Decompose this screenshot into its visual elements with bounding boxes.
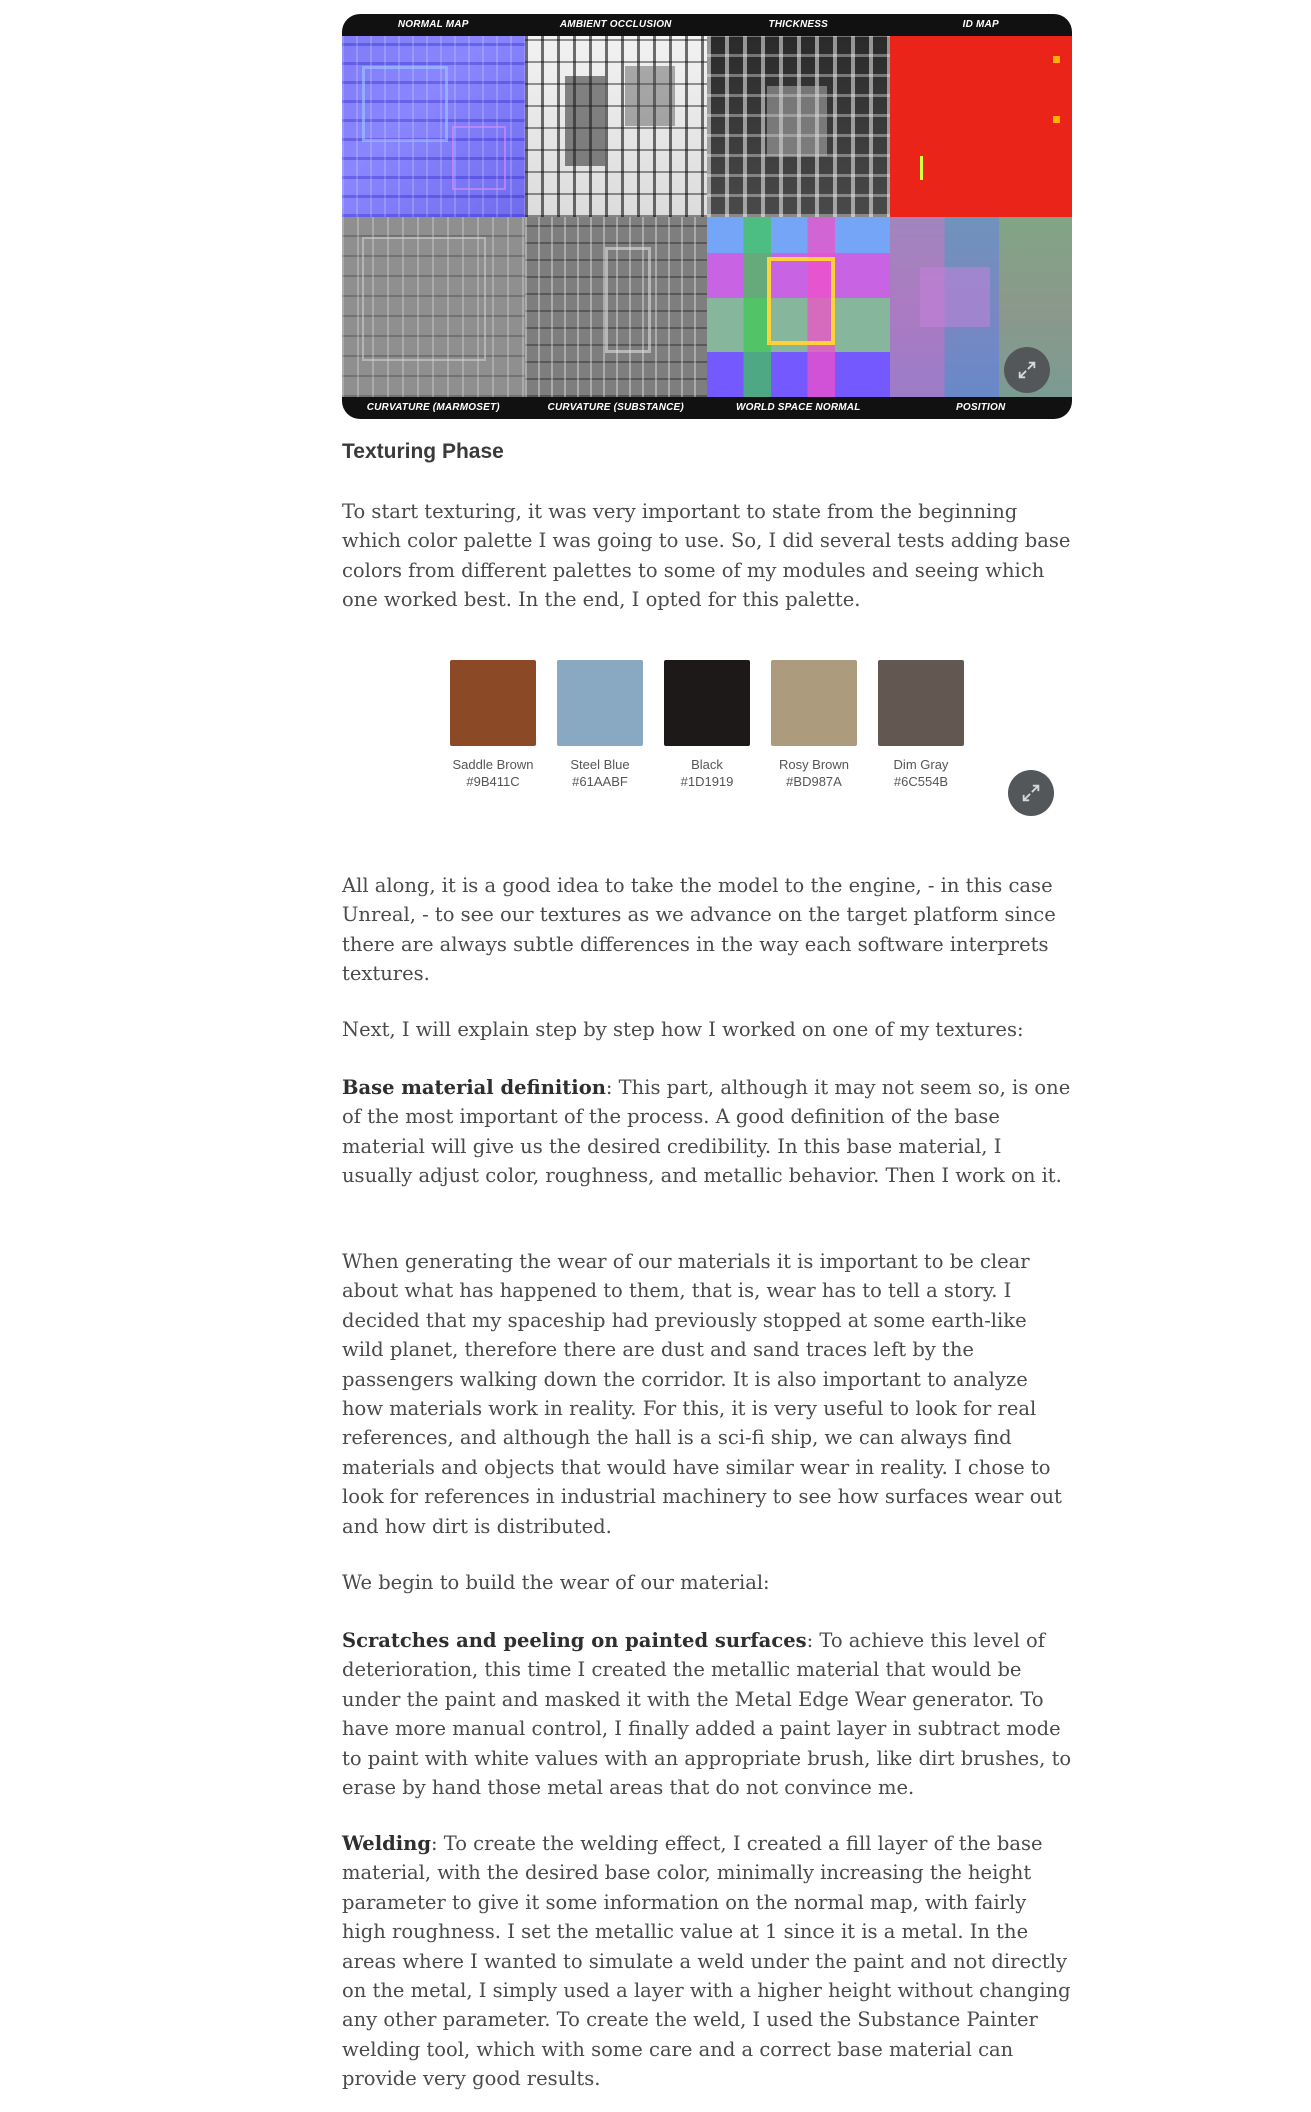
scratches-text: : To achieve this level of deterioration, this time I created the metallic material that would be under the paint and masked it with the Metal Edge Wear generator. To have more manual control, I finally added a paint layer in subtract mode to paint with white values with an appropriate brush, like dirt brushes, to erase by hand those metal areas that do not convince me.: [342, 1629, 1072, 1800]
welding-title: Welding: [342, 1832, 431, 1855]
welding-paragraph: [342, 1829, 1072, 2094]
id-map-tile: [890, 36, 1073, 217]
world-space-normal-tile: [707, 217, 890, 398]
swatch-dim-gray: [878, 660, 964, 790]
swatch-chip: [771, 660, 857, 746]
swatch-hex: #1D1919: [680, 774, 734, 789]
color-palette: [342, 660, 1072, 810]
curvature-marmoset-tile: [342, 217, 525, 398]
figure-top-labels: [342, 14, 1072, 36]
intro-paragraph: To start texturing, it was very important to state from the beginning which color palette I was going to use. So, I did several tests adding base colors from different palettes to some of my modules and seeing which one worked best. In the end, I opted for this palette.: [342, 500, 1071, 612]
texture-maps-figure: [342, 14, 1072, 419]
label-position: POSITION: [956, 402, 1006, 413]
swatch-name: Dim Gray: [893, 757, 949, 772]
label-id-map: ID MAP: [962, 19, 999, 30]
next-paragraph: Next, I will explain step by step how I worked on one of my textures:: [342, 1018, 1024, 1041]
wear-paragraph: When generating the wear of our materials it is important to be clear about what has happened to them, that is, wear has to tell a story. I decided that my spaceship had previously stopped at some earth-like wild planet, therefore there are dust and sand traces left by the passengers walking down the corridor. It is also important to analyze how materials work in reality. For this, it is very useful to look for real references, and although the hall is a sci-fi ship, we can always find materials and objects that would have similar wear in reality. I chose to look for references in industrial machinery to see how surfaces wear out and how dirt is distributed.: [342, 1250, 1062, 1538]
expand-palette-button[interactable]: [1008, 770, 1054, 816]
label-curvature-marmoset: CURVATURE (MARMOSET): [366, 402, 500, 413]
thickness-tile: [707, 36, 890, 217]
expand-icon: [1016, 359, 1038, 381]
ambient-occlusion-tile: [525, 36, 708, 217]
swatch-name: Saddle Brown: [452, 757, 534, 772]
swatch-name: Steel Blue: [570, 757, 630, 772]
label-curvature-substance: CURVATURE (SUBSTANCE): [547, 402, 684, 413]
base-material-text: : This part, although it may not seem so, is one of the most important of the process. A good definition of the base material will give us the desired credibility. In this base material, I usually adjust color, roughness, and metallic behavior. Then I work on it.: [342, 1076, 1071, 1188]
section-title: Texturing Phase: [342, 440, 504, 463]
swatch-hex: #BD987A: [786, 774, 842, 789]
swatch-chip: [450, 660, 536, 746]
base-material-paragraph: [342, 1073, 1072, 1191]
label-ambient-occlusion: AMBIENT OCCLUSION: [559, 19, 672, 30]
swatch-hex: #6C554B: [893, 774, 949, 789]
swatch-hex: #9B411C: [466, 774, 520, 789]
swatch-black: [664, 660, 750, 790]
swatch-name: Rosy Brown: [778, 757, 850, 772]
label-world-space-normal: WORLD SPACE NORMAL: [735, 402, 861, 413]
welding-text: : To create the welding effect, I created a fill layer of the base material, with the desired base color, minimally increasing the height parameter to give it some information on the normal map, with fairly high roughness. I set the metallic value at 1 since it is a metal. In the areas where I wanted to simulate a weld under the paint and not directly on the metal, I simply used a layer with a higher height without changing any other parameter. To create the weld, I used the Substance Painter welding tool, which with some care and a correct base material can provide very good results.: [342, 1832, 1071, 2091]
label-normal-map: NORMAL MAP: [397, 19, 469, 30]
scratches-title: Scratches and peeling on painted surfaces: [342, 1629, 807, 1652]
swatch-chip: [878, 660, 964, 746]
expand-icon: [1020, 782, 1042, 804]
swatch-hex: #61AABF: [572, 774, 628, 789]
label-thickness: THICKNESS: [768, 19, 829, 30]
swatch-rosy-brown: [771, 660, 857, 790]
swatch-chip: [664, 660, 750, 746]
base-material-title: Base material definition: [342, 1076, 606, 1099]
normal-map-tile: [342, 36, 525, 217]
texture-tiles: [342, 36, 1072, 397]
swatch-name: Black: [691, 757, 723, 772]
figure-bottom-labels: [342, 397, 1072, 419]
begin-paragraph: We begin to build the wear of our material:: [342, 1571, 770, 1594]
engine-paragraph: All along, it is a good idea to take the model to the engine, - in this case Unreal, - to see our textures as we advance on the target platform since there are always subtle differences in the way each software interprets textures.: [342, 874, 1056, 986]
curvature-substance-tile: [525, 217, 708, 398]
swatch-saddle-brown: [450, 660, 536, 790]
swatch-steel-blue: [557, 660, 643, 790]
expand-figure-button[interactable]: [1004, 347, 1050, 393]
scratches-paragraph: [342, 1626, 1072, 1802]
swatch-chip: [557, 660, 643, 746]
